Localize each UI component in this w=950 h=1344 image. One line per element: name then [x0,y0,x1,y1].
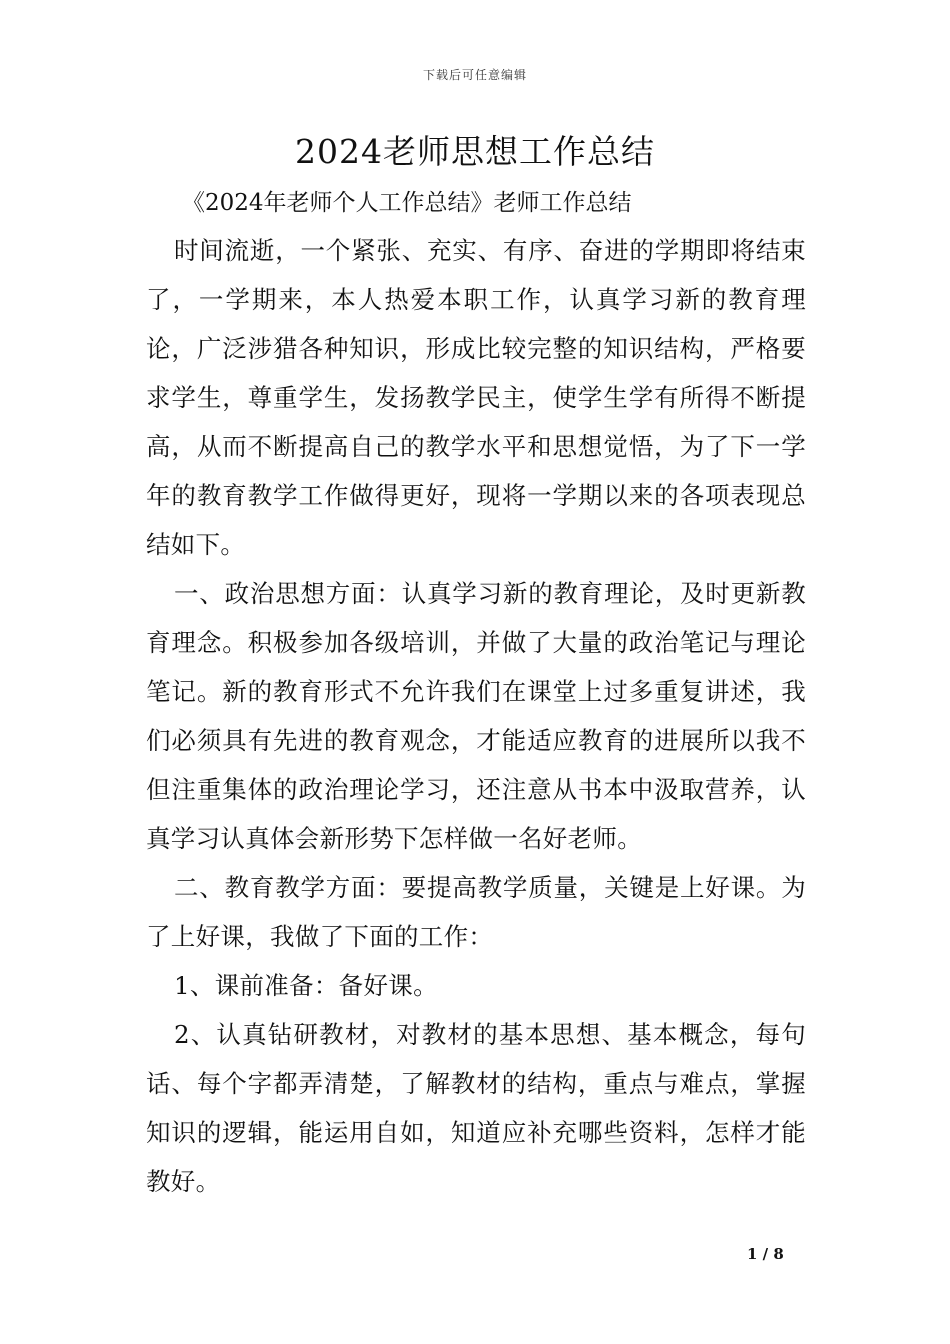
paragraph-intro: 时间流逝，一个紧张、充实、有序、奋进的学期即将结束了，一学期来，本人热爱本职工作，认真学习新的教育理论，广泛涉猎各种知识，形成比较完整的知识结构，严格要求学生，尊重学生，发扬教学民主，使学生学有所得不断提高，从而不断提高自己的教学水平和思想觉悟，为了下一学年的教育教学工作做得更好，现将一学期以来的各项表现总结如下。 [146,236,806,559]
page-number: 1 / 8 [747,1245,784,1263]
document-body [146,226,806,1206]
paragraph-item-1: 1、课前准备：备好课。 [174,971,438,1000]
paragraph-item-2: 2、认真钻研教材，对教材的基本思想、基本概念，每句话、每个字都弄清楚，了解教材的结构，重点与难点，掌握知识的逻辑，能运用自如，知道应补充哪些资料，怎样才能教好。 [146,1020,806,1196]
paragraph-political-thought: 一、政治思想方面：认真学习新的教育理论，及时更新教育理念。积极参加各级培训，并做了大量的政治笔记与理论笔记。新的教育形式不允许我们在课堂上过多重复讲述，我们必须具有先进的教育观念，才能适应教育的进展所以我不但注重集体的政治理论学习，还注意从书本中汲取营养，认真学习认真体会新形势下怎样做一名好老师。 [146,579,806,853]
paragraph-teaching: 二、教育教学方面：要提高教学质量，关键是上好课。为了上好课，我做了下面的工作： [146,873,806,951]
header-note: 下载后可任意编辑 [422,68,527,82]
document-title: 2024老师思想工作总结 [295,132,655,171]
document-subtitle: 《2024年老师个人工作总结》老师工作总结 [182,190,632,216]
